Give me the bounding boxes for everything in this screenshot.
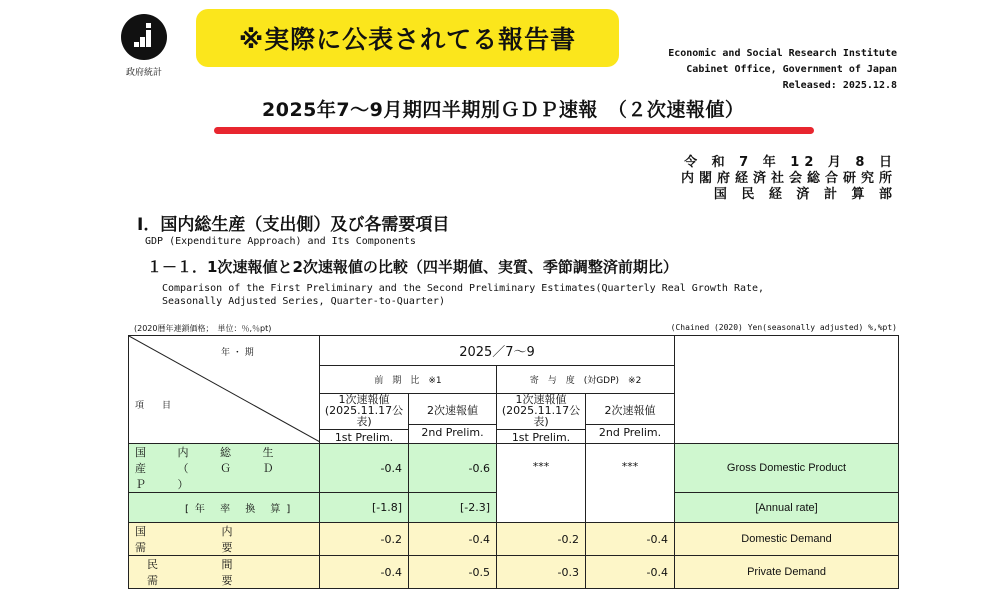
release-date: 令 和 7 年 12 月 8 日 <box>684 155 897 170</box>
gdp-comparison-table <box>128 335 899 589</box>
agency-line-2: Cabinet Office, Government of Japan <box>686 64 897 75</box>
section-1-1-english: Comparison of the First Preliminary and the Second Preliminary Estimates(Quarterly Real Growth Rate, Seasonally Adjusted Series, Quarter-to-Quarter) <box>162 283 765 307</box>
agency-line-3: Released: 2025.12.8 <box>782 80 897 91</box>
gdp-qoq-first: -0.4 <box>320 444 409 493</box>
unit-note-en: (Chained (2020) Yen(seasonally adjusted) %,%pt) <box>670 323 897 332</box>
annual-qoq-first: [-1.8] <box>320 493 409 523</box>
contrib-first-prelim-header: 1次速報値 (2025.11.17公表) 1st Prelim. <box>497 394 586 444</box>
private-qoq-first: -0.4 <box>320 556 409 589</box>
row-label-annual-rate: [年 率 換 算] <box>129 493 320 523</box>
english-header-cell <box>675 336 899 444</box>
row-en-domestic-demand: Domestic Demand <box>675 523 899 556</box>
row-label-domestic-demand: 国 内 需 要 <box>129 523 320 556</box>
section-1-english: GDP (Expenditure Approach) and Its Components <box>145 236 416 247</box>
section-1-title: Ⅰ．国内総生産（支出側）及び各需要項目 <box>137 215 450 235</box>
item-label: 項 目 <box>135 401 172 411</box>
qoq-header: 前 期 比 ※1 <box>320 366 497 394</box>
table-row-domestic-demand <box>129 523 899 556</box>
document-title: 2025年7～9月期四半期別ＧＤＰ速報 （２次速報値） <box>262 99 745 121</box>
institute-name: 内閣府経済社会総合研究所 <box>680 171 897 186</box>
private-contrib-second: -0.4 <box>586 556 675 589</box>
qoq-second-prelim-header: 2次速報値 2nd Prelim. <box>409 394 497 444</box>
row-en-private-demand: Private Demand <box>675 556 899 589</box>
section-1-1-title: １－１．1次速報値と2次速報値の比較（四半期値、実質、季節調整済前期比） <box>147 258 678 276</box>
table-row-private-demand <box>129 556 899 589</box>
unit-note-jp: (2020暦年連鎖価格； 単位：％,％pt) <box>134 324 272 333</box>
gdp-qoq-second: -0.6 <box>409 444 497 493</box>
statistics-logo-icon <box>121 14 167 60</box>
contrib-second-prelim-header: 2次速報値 2nd Prelim. <box>586 394 675 444</box>
domestic-qoq-second: -0.4 <box>409 523 497 556</box>
domestic-contrib-second: -0.4 <box>586 523 675 556</box>
contribution-header: 寄 与 度 (対GDP) ※2 <box>497 366 675 394</box>
date-block <box>681 155 897 203</box>
private-contrib-first: -0.3 <box>497 556 586 589</box>
domestic-qoq-first: -0.2 <box>320 523 409 556</box>
private-qoq-second: -0.5 <box>409 556 497 589</box>
row-en-annual-rate: [Annual rate] <box>675 493 899 523</box>
diagonal-header-cell <box>129 336 320 444</box>
row-label-private-demand: 民 間 需 要 <box>129 556 320 589</box>
department-name: 国 民 経 済 計 算 部 <box>713 187 897 202</box>
row-label-gdp: 国 内 総 生 産 （ Ｇ Ｄ Ｐ ） <box>129 444 320 493</box>
period-header: 2025／7～9 <box>320 336 675 366</box>
logo-caption: 政府統計 <box>125 68 162 78</box>
row-en-gdp: Gross Domestic Product <box>675 444 899 493</box>
qoq-first-prelim-header: 1次速報値 (2025.11.17公表) 1st Prelim. <box>320 394 409 444</box>
domestic-contrib-first: -0.2 <box>497 523 586 556</box>
annual-qoq-second: [-2.3] <box>409 493 497 523</box>
gdp-contrib-second: *** <box>586 444 675 523</box>
redaction-line <box>214 127 814 134</box>
agency-block <box>668 46 897 94</box>
gdp-contrib-first: *** <box>497 444 586 523</box>
agency-line-1: Economic and Social Research Institute <box>668 48 897 59</box>
government-statistics-logo <box>118 14 170 78</box>
table-row-gdp <box>129 444 899 493</box>
year-period-label: 年 ・ 期 <box>221 348 254 358</box>
highlight-banner: ※実際に公表されてる報告書 <box>196 9 619 67</box>
